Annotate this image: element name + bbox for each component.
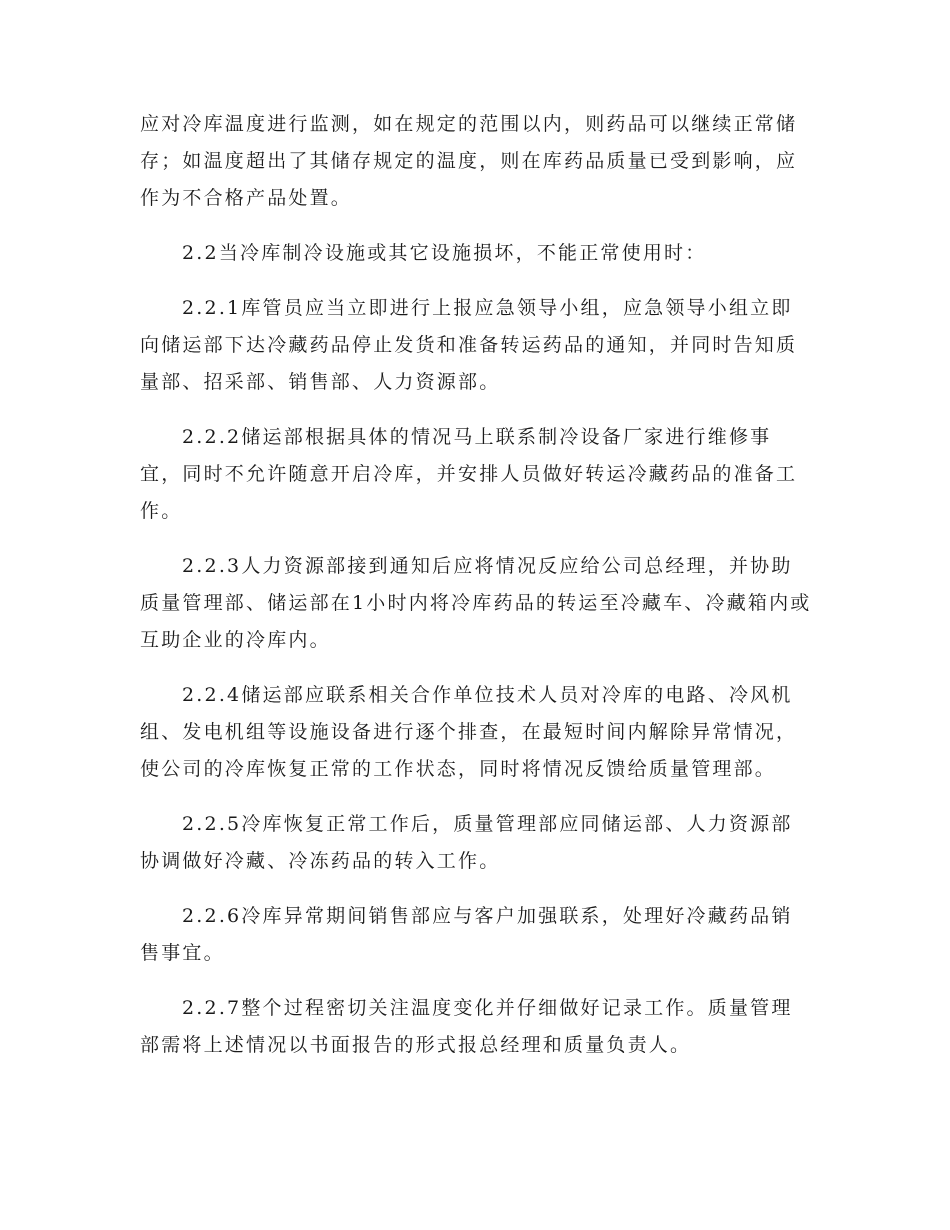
paragraph-2-2: 2.2当冷库制冷设施或其它设施损坏，不能正常使用时： bbox=[182, 242, 707, 264]
paragraph-2-2-3: 2.2.3人力资源部接到通知后应将情况反应给公司总经理，并协助质量管理部、储运部在1小时内将冷库药品的转运至冷藏车、冷藏箱内或互助企业的冷库内。 bbox=[140, 555, 812, 651]
paragraph-2-2-1: 2.2.1库管员应当立即进行上报应急领导小组，应急领导小组立即向储运部下达冷藏药品停止发货和准备转运药品的通知，并同时告知质量部、招采部、销售部、人力资源部。 bbox=[140, 297, 798, 393]
document-page bbox=[140, 106, 812, 1082]
paragraph-2-2-2: 2.2.2储运部根据具体的情况马上联系制冷设备厂家进行维修事宜，同时不允许随意开启冷库，并安排人员做好转运冷藏药品的准备工作。 bbox=[140, 426, 798, 522]
paragraph-2-2-4: 2.2.4储运部应联系相关合作单位技术人员对冷库的电路、冷风机组、发电机组等设施设备进行逐个排查，在最短时间内解除异常情况，使公司的冷库恢复正常的工作状态，同时将情况反馈给质量管理部。 bbox=[140, 684, 798, 780]
paragraph-2-2-6: 2.2.6冷库异常期间销售部应与客户加强联系，处理好冷藏药品销售事宜。 bbox=[140, 905, 793, 964]
paragraph-2-2-7: 2.2.7整个过程密切关注温度变化并仔细做好记录工作。质量管理部需将上述情况以书面报告的形式报总经理和质量负责人。 bbox=[140, 997, 793, 1056]
paragraph-2-2-5: 2.2.5冷库恢复正常工作后，质量管理部应同储运部、人力资源部协调做好冷藏、冷冻药品的转入工作。 bbox=[140, 813, 793, 872]
paragraph-intro: 应对冷库温度进行监测，如在规定的范围以内，则药品可以继续正常储存；如温度超出了其储存规定的温度，则在库药品质量已受到影响，应作为不合格产品处置。 bbox=[140, 113, 798, 209]
